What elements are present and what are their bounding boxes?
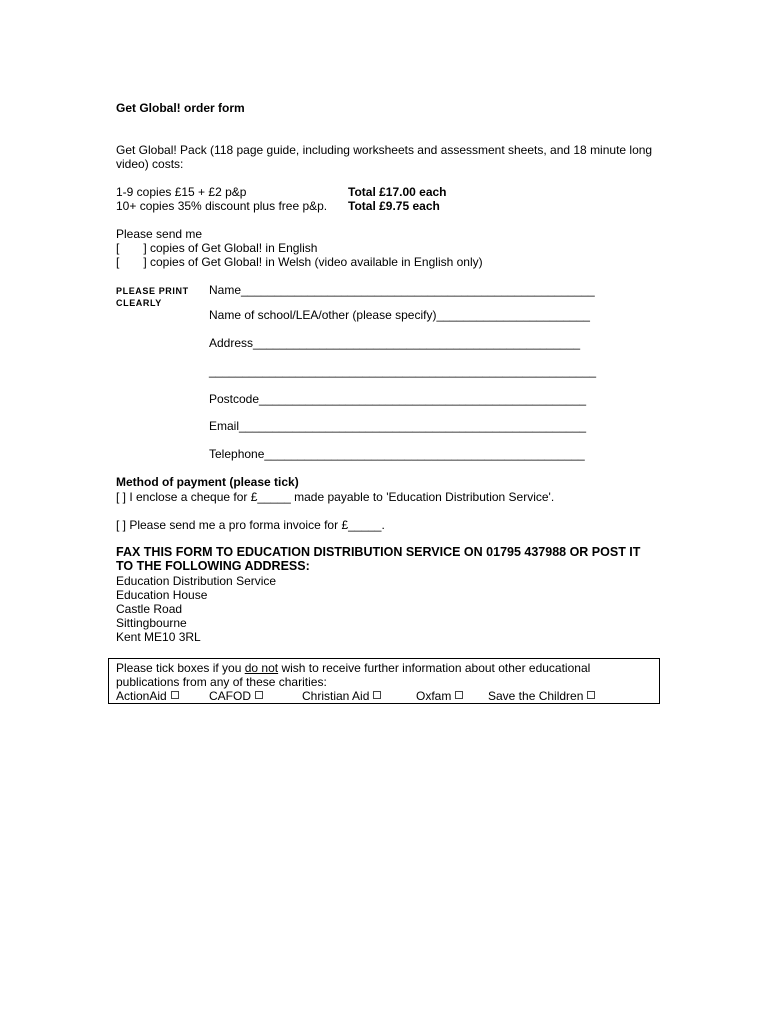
price-desc: 10+ copies 35% discount plus free p&p. xyxy=(116,199,328,213)
school-field[interactable]: Name of school/LEA/other (please specify)_______________________ xyxy=(209,308,590,322)
charity-option-oxfam[interactable]: Oxfam xyxy=(416,689,463,703)
address-line: Education House xyxy=(116,588,208,602)
charity-optout-box xyxy=(108,658,660,704)
copies-welsh-label: ] copies of Get Global! in Welsh (video available in English only) xyxy=(143,255,483,269)
email-field[interactable]: Email____________________________________________________ xyxy=(209,419,587,433)
checkbox-icon[interactable] xyxy=(255,691,263,699)
print-clearly-note: PLEASE PRINT CLEARLY xyxy=(116,286,189,308)
address-line: Kent ME10 3RL xyxy=(116,630,201,644)
charity-option-save-the-children[interactable]: Save the Children xyxy=(488,689,595,703)
copies-english[interactable] xyxy=(116,241,317,255)
address-line: Sittingbourne xyxy=(116,616,187,630)
copies-english-label: ] copies of Get Global! in English xyxy=(143,241,318,255)
charity-option-actionaid[interactable]: ActionAid xyxy=(116,689,179,703)
checkbox-icon[interactable] xyxy=(171,691,179,699)
telephone-field[interactable]: Telephone________________________________________________ xyxy=(209,447,585,461)
cheque-option[interactable]: [ ] I enclose a cheque for £_____ made payable to 'Education Distribution Service'. xyxy=(116,490,555,504)
bracket-open: [ xyxy=(116,241,120,255)
address-field[interactable]: Address_________________________________________________ xyxy=(209,336,581,350)
checkbox-icon[interactable] xyxy=(373,691,381,699)
copies-welsh[interactable] xyxy=(116,255,483,269)
checkbox-icon[interactable] xyxy=(455,691,463,699)
address-line: Education Distribution Service xyxy=(116,574,277,588)
address-field-line-2[interactable]: __________________________________________________________ xyxy=(209,364,597,378)
charity-option-cafod[interactable]: CAFOD xyxy=(209,689,263,703)
charity-option-christian-aid[interactable]: Christian Aid xyxy=(302,689,381,703)
charity-optout-text: Please tick boxes if you do not wish to receive further information about other educational publications from any of these charities: xyxy=(116,661,591,689)
address-line: Castle Road xyxy=(116,602,183,616)
order-form-page xyxy=(116,0,676,1024)
postcode-field[interactable]: Postcode_________________________________________________ xyxy=(209,392,587,406)
invoice-option[interactable]: [ ] Please send me a pro forma invoice for £_____. xyxy=(116,518,385,532)
price-total: Total £17.00 each xyxy=(348,185,447,199)
price-total: Total £9.75 each xyxy=(348,199,440,213)
name-field[interactable]: Name_____________________________________________________ xyxy=(209,283,595,297)
fax-heading: FAX THIS FORM TO EDUCATION DISTRIBUTION SERVICE ON 01795 437988 OR POST IT TO THE FOLLOWING ADDRESS: xyxy=(116,545,641,573)
intro-text: Get Global! Pack (118 page guide, including worksheets and assessment sheets, and 18 minute long video) costs: xyxy=(116,143,653,171)
charity-options xyxy=(116,689,656,703)
payment-heading: Method of payment (please tick) xyxy=(116,475,299,489)
price-desc: 1-9 copies £15 + £2 p&p xyxy=(116,185,247,199)
form-title: Get Global! order form xyxy=(116,101,245,115)
send-me-label: Please send me xyxy=(116,227,203,241)
bracket-open: [ xyxy=(116,255,120,269)
checkbox-icon[interactable] xyxy=(587,691,595,699)
